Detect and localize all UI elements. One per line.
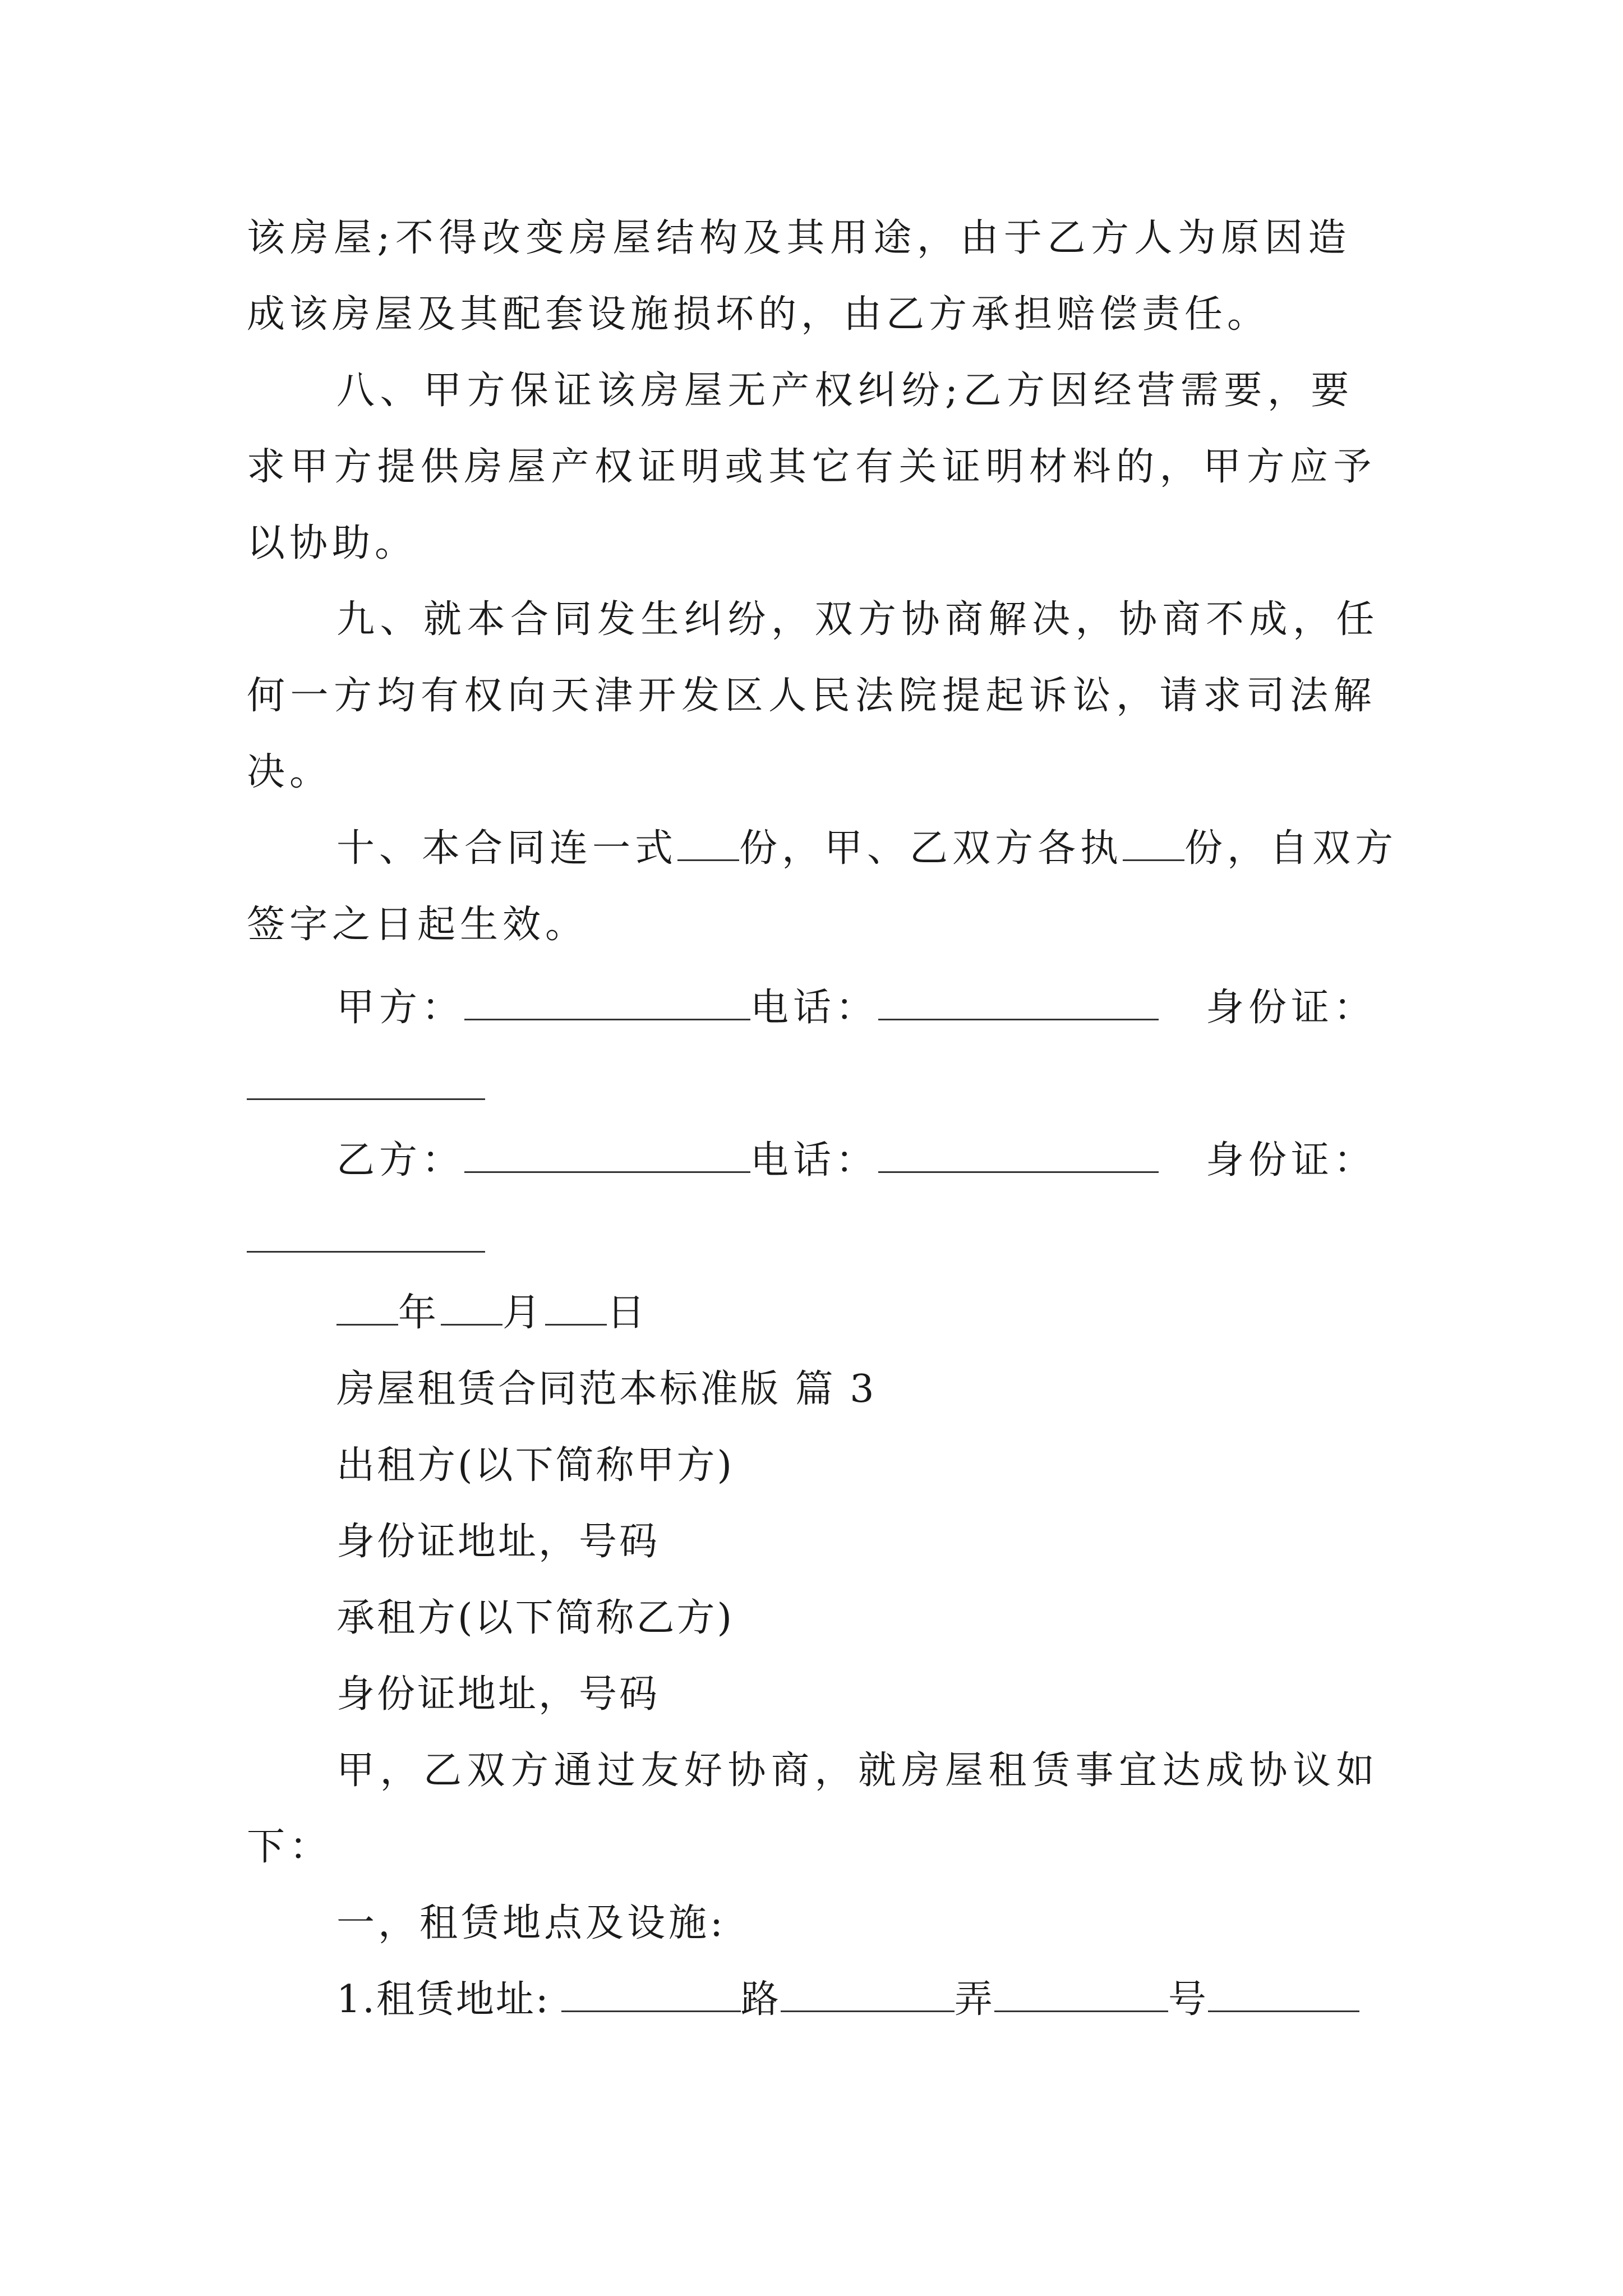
number-blank bbox=[994, 1977, 1168, 2012]
road-blank bbox=[561, 1977, 741, 2012]
party-b-signature-line bbox=[336, 1135, 1159, 1186]
party-b-id-blank bbox=[247, 1251, 485, 1253]
day-blank bbox=[545, 1290, 607, 1326]
address-extra-blank bbox=[1208, 1977, 1359, 2012]
clause-heading: 一，租赁地点及设施: bbox=[336, 1901, 726, 1945]
lessee-id-line: 身份证地址，号码 bbox=[336, 1672, 660, 1717]
paragraph-line: 求甲方提供房屋产权证明或其它有关证明材料的，甲方应予 bbox=[247, 445, 1377, 489]
address-line bbox=[336, 1975, 1359, 2025]
paragraph-line: 成该房屋及其配套设施损坏的，由乙方承担赔偿责任。 bbox=[247, 292, 1270, 337]
lane-label: 弄 bbox=[954, 1977, 994, 2022]
month-label: 月 bbox=[502, 1291, 546, 1335]
id-label: 身份证： bbox=[1206, 1138, 1377, 1182]
date-line bbox=[336, 1288, 649, 1338]
intro-line: 下： bbox=[247, 1825, 333, 1869]
section-title: 房屋租赁合同范本标准版 篇 3 bbox=[336, 1367, 877, 1411]
paragraph-text: 十、本合同连一式 bbox=[336, 826, 678, 871]
party-b-label: 乙方： bbox=[336, 1138, 465, 1182]
blank-field bbox=[677, 826, 739, 861]
phone-label: 电话： bbox=[750, 986, 879, 1030]
paragraph-text: 份，甲、乙双方各执 bbox=[739, 826, 1123, 871]
lessor-id-line: 身份证地址，号码 bbox=[336, 1520, 660, 1564]
year-blank bbox=[336, 1290, 398, 1326]
party-b-name-blank bbox=[464, 1138, 750, 1173]
lessor-line: 出租方(以下简称甲方) bbox=[336, 1443, 735, 1488]
day-label: 日 bbox=[607, 1291, 650, 1335]
paragraph-line: 何一方均有权向天津开发区人民法院提起诉讼，请求司法解 bbox=[247, 674, 1377, 718]
paragraph-line: 该房屋;不得改变房屋结构及其用途，由于乙方人为原因造 bbox=[247, 216, 1352, 260]
party-a-id-blank bbox=[247, 1098, 485, 1100]
blank-field bbox=[1123, 826, 1184, 861]
intro-line: 甲，乙双方通过友好协商，就房屋租赁事宜达成协议如 bbox=[336, 1749, 1380, 1793]
year-label: 年 bbox=[398, 1291, 441, 1335]
paragraph-line: 签字之日起生效。 bbox=[247, 903, 588, 947]
paragraph-line: 以协助。 bbox=[247, 521, 418, 565]
address-label: 1.租赁地址: bbox=[336, 1977, 550, 2022]
lane-blank bbox=[781, 1977, 955, 2012]
party-a-signature-line bbox=[336, 983, 1159, 1033]
road-label: 路 bbox=[740, 1977, 781, 2022]
paragraph-line: 决。 bbox=[247, 750, 333, 794]
paragraph-text: 份，自双方 bbox=[1184, 826, 1398, 871]
lessee-line: 承租方(以下简称乙方) bbox=[336, 1596, 735, 1640]
party-a-name-blank bbox=[464, 985, 750, 1020]
phone-label: 电话： bbox=[750, 1138, 879, 1182]
number-label: 号 bbox=[1168, 1977, 1208, 2022]
paragraph-line bbox=[336, 823, 1398, 874]
party-a-label: 甲方： bbox=[336, 986, 465, 1030]
paragraph-line: 八、甲方保证该房屋无产权纠纷;乙方因经营需要，要 bbox=[336, 369, 1354, 413]
party-a-phone-blank bbox=[878, 985, 1159, 1020]
party-b-phone-blank bbox=[878, 1138, 1159, 1173]
id-label: 身份证： bbox=[1206, 986, 1377, 1030]
month-blank bbox=[441, 1290, 502, 1326]
paragraph-line: 九、就本合同发生纠纷，双方协商解决，协商不成，任 bbox=[336, 597, 1380, 642]
